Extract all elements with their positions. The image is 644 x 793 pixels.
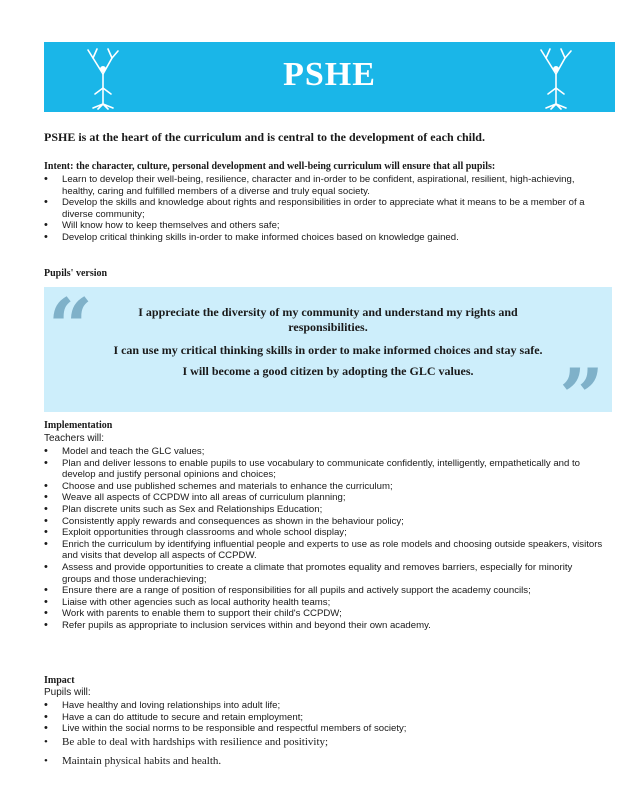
intent-list: [44, 174, 604, 244]
page-title: PSHE: [283, 56, 376, 93]
list-item: • Plan discrete units such as Sex and Relationships Education;: [44, 504, 604, 516]
implementation-list: [44, 446, 604, 632]
open-quote-icon: “: [48, 282, 93, 373]
list-item: • Assess and provide opportunities to create a climate that promotes equality and removes barriers, especially for minority groups and those underachieving;: [44, 562, 604, 585]
tree-figure-icon: [531, 44, 581, 110]
list-item: • Choose and use published schemes and materials to enhance the curriculum;: [44, 481, 604, 493]
list-item: • Exploit opportunities through classrooms and whole school display;: [44, 527, 604, 539]
impact-subheading: Pupils will:: [44, 687, 91, 698]
header-banner: [44, 42, 615, 112]
list-item: • Have healthy and loving relationships into adult life;: [44, 700, 604, 712]
quote-line: I can use my critical thinking skills in order to make informed choices and stay safe.: [113, 343, 543, 357]
intent-heading: Intent: the character, culture, personal development and well-being curriculum will ensure that all pupils:: [44, 161, 496, 172]
implementation-heading: Implementation: [44, 420, 113, 431]
list-item: • Have a can do attitude to secure and retain employment;: [44, 712, 604, 724]
list-item: • Refer pupils as appropriate to inclusion services within and beyond their own academy.: [44, 620, 604, 632]
quote-line: I will become a good citizen by adopting the GLC values.: [182, 364, 474, 378]
list-item: • Plan and deliver lessons to enable pupils to use vocabulary to communicate confidently, intelligently, empathetically and to develop and justify personal opinions and choices;: [44, 458, 604, 481]
lead-statement: PSHE is at the heart of the curriculum and is central to the development of each child.: [44, 130, 485, 144]
list-item: • Consistently apply rewards and consequences as shown in the behaviour policy;: [44, 516, 604, 528]
list-item: • Maintain physical habits and health.: [44, 754, 604, 769]
list-item: • Liaise with other agencies such as local authority health teams;: [44, 597, 604, 609]
impact-list: [44, 700, 604, 769]
list-item: • Model and teach the GLC values;: [44, 446, 604, 458]
quote-line: I appreciate the diversity of my community and understand my rights and responsibilities.: [138, 305, 518, 334]
list-item: • Weave all aspects of CCPDW into all areas of curriculum planning;: [44, 492, 604, 504]
list-item: • Be able to deal with hardships with resilience and positivity;: [44, 735, 604, 750]
pupils-version-heading: Pupils' version: [44, 268, 108, 279]
list-item: • Develop critical thinking skills in-order to make informed choices based on knowledge gained.: [44, 232, 604, 244]
list-item: • Ensure there are a range of position of responsibilities for all pupils and actively support the academy councils;: [44, 585, 604, 597]
list-item: • Live within the social norms to be responsible and respectful members of society;: [44, 723, 604, 735]
list-item: • Enrich the curriculum by identifying influential people and experts to use as role models and choosing outside speakers, visitors and visits that develop all aspects of CCPDW.: [44, 539, 604, 562]
implementation-subheading: Teachers will:: [44, 433, 105, 444]
list-item: • Will know how to keep themselves and others safe;: [44, 220, 604, 232]
list-item: • Develop the skills and knowledge about rights and responsibilities in order to appreciate what it means to be a member of a diverse community;: [44, 197, 604, 220]
impact-heading: Impact: [44, 675, 75, 686]
list-item: • Learn to develop their well-being, resilience, character and in-order to be confident, aspirational, resilient, high-achieving, healthy, caring and fulfilled members of a diverse and truly equal society.: [44, 174, 604, 197]
list-item: • Work with parents to enable them to support their child's CCPDW;: [44, 608, 604, 620]
close-quote-icon: ”: [559, 352, 604, 443]
